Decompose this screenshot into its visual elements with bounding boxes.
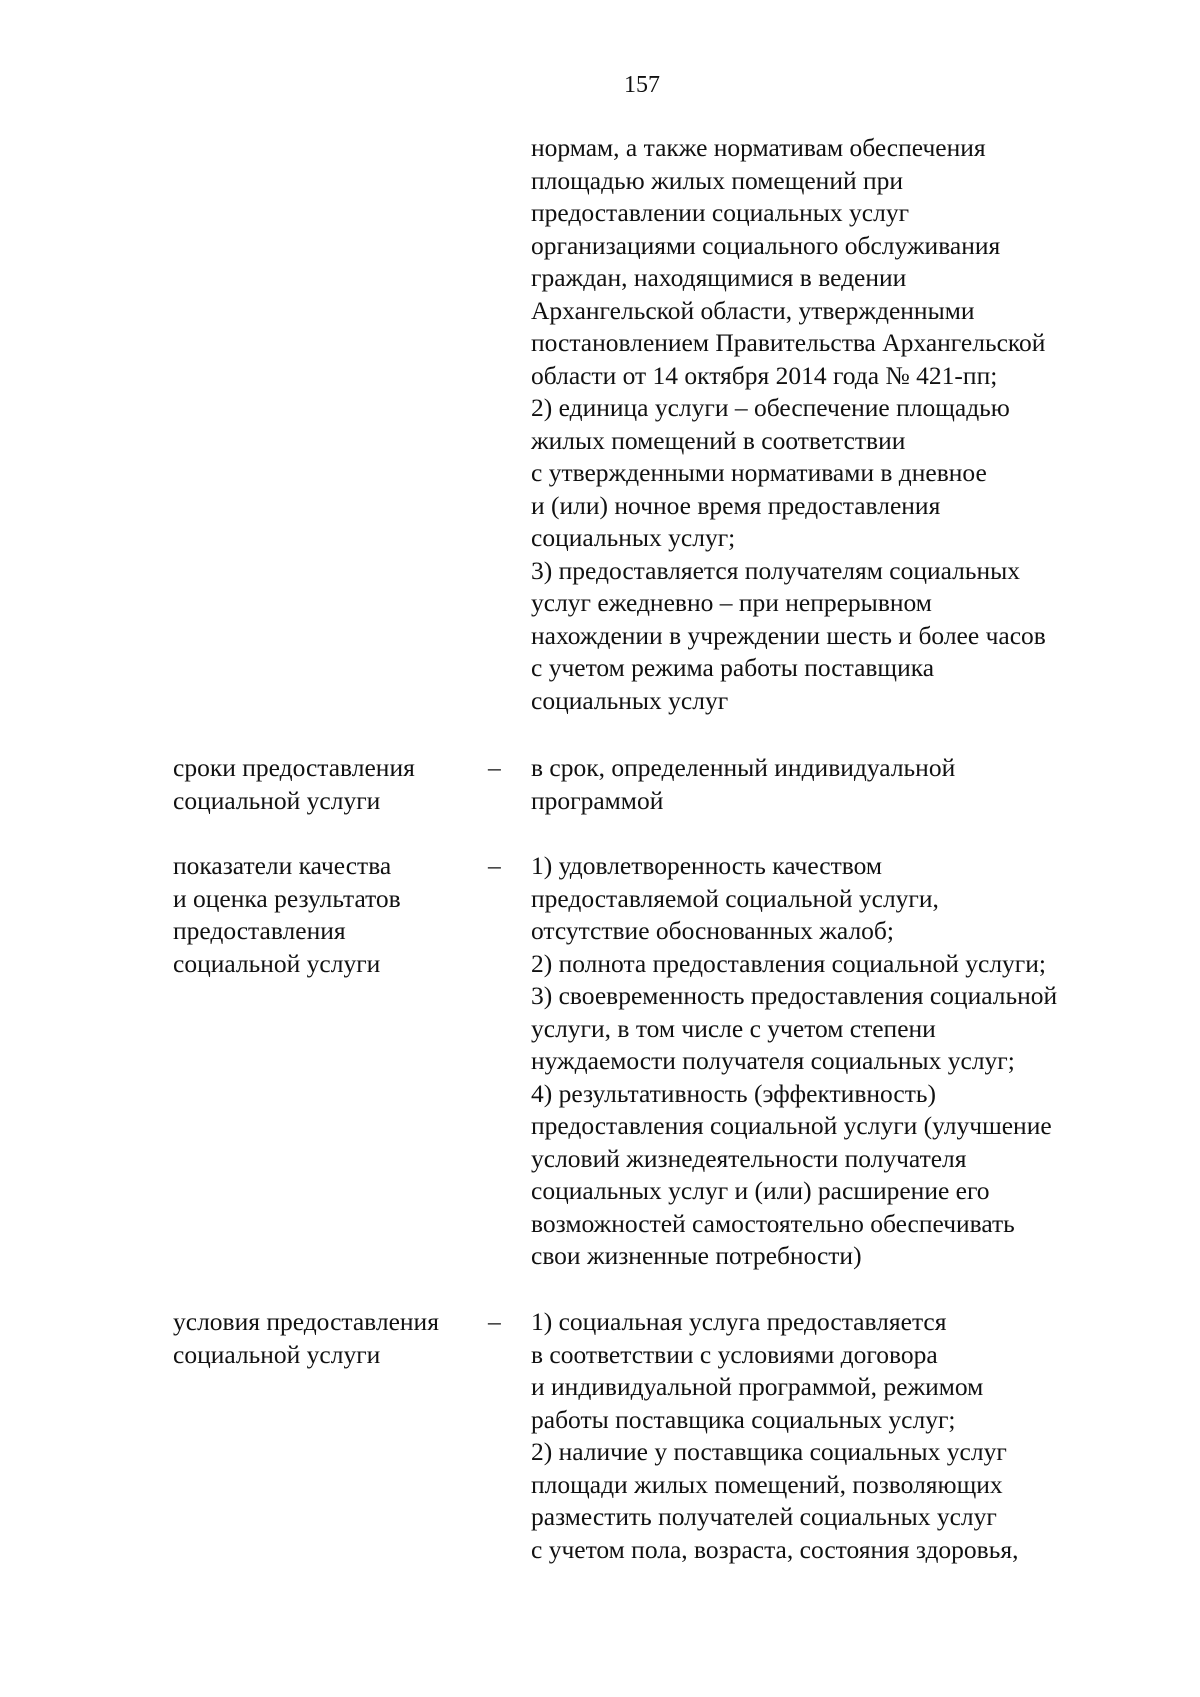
text-line: в срок, определенный индивидуальной	[531, 753, 956, 782]
text-line: организациями социального обслуживания	[531, 230, 1001, 260]
text-line: и (или) ночное время предоставления	[531, 490, 941, 520]
section-label-conditions	[173, 1306, 483, 1371]
section-dash: –	[488, 753, 501, 782]
text-line: Архангельской области, утвержденными	[531, 295, 975, 325]
text-line: в соответствии с условиями договора	[531, 1339, 938, 1369]
text-line: 2) наличие у поставщика социальных услуг	[531, 1437, 1007, 1466]
text-line: 4) результативность (эффективность)	[531, 1078, 936, 1108]
text-line: области от 14 октября 2014 года № 421-пп;	[531, 360, 998, 390]
section-content-terms	[531, 752, 1171, 817]
text-line: возможностей самостоятельно обеспечивать	[531, 1208, 1015, 1238]
text-line: нормам, а также нормативам обеспечения	[531, 133, 986, 162]
text-line: услуг ежедневно – при непрерывном	[531, 588, 932, 617]
label-line: сроки предоставления	[173, 753, 415, 782]
section-content-quality	[531, 850, 1171, 1273]
text-line: условий жизнедеятельности получателя	[531, 1143, 967, 1173]
text-line: социальных услуг и (или) расширение его	[531, 1176, 990, 1205]
text-line: 1) удовлетворенность качеством	[531, 851, 883, 880]
label-line: социальной услуги	[173, 785, 381, 815]
text-line: нахождении в учреждении шесть и более часов	[531, 620, 1046, 650]
text-line: площади жилых помещений, позволяющих	[531, 1469, 1003, 1499]
section-content-conditions	[531, 1306, 1171, 1566]
text-line: жилых помещений в соответствии	[531, 425, 906, 455]
text-line: постановлением Правительства Архангельской	[531, 328, 1046, 357]
text-line: социальных услуг	[531, 685, 729, 715]
text-line: программой	[531, 785, 664, 815]
text-line: предоставления социальной услуги (улучшение	[531, 1111, 1052, 1140]
text-line: площадью жилых помещений при	[531, 165, 904, 195]
label-line: предоставления	[173, 916, 346, 945]
text-line: граждан, находящимися в ведении	[531, 263, 907, 292]
label-line: социальной услуги	[173, 1339, 381, 1369]
label-line: условия предоставления	[173, 1307, 439, 1336]
text-line: предоставлении социальных услуг	[531, 198, 910, 227]
section-label-quality	[173, 850, 483, 980]
text-line: 2) единица услуги – обеспечение площадью	[531, 393, 1010, 422]
label-line: и оценка результатов	[173, 883, 401, 913]
text-line: работы поставщика социальных услуг;	[531, 1404, 956, 1434]
text-line: социальных услуг;	[531, 523, 736, 552]
text-line: 3) предоставляется получателям социальных	[531, 555, 1021, 585]
text-line: 2) полнота предоставления социальной услуги;	[531, 948, 1046, 978]
text-line: с учетом пола, возраста, состояния здоровья,	[531, 1534, 1019, 1564]
section-dash: –	[488, 851, 501, 880]
text-line: свои жизненные потребности)	[531, 1241, 862, 1270]
text-line: предоставляемой социальной услуги,	[531, 883, 939, 913]
text-line: с учетом режима работы поставщика	[531, 653, 935, 682]
text-line: 1) социальная услуга предоставляется	[531, 1307, 947, 1336]
text-line: разместить получателей социальных услуг	[531, 1502, 997, 1531]
text-line: отсутствие обоснованных жалоб;	[531, 916, 894, 945]
section-dash: –	[488, 1307, 501, 1336]
text-line: 3) своевременность предоставления социальной	[531, 981, 1058, 1010]
label-line: социальной услуги	[173, 948, 381, 978]
text-line: и индивидуальной программой, режимом	[531, 1372, 984, 1401]
page-number: 157	[624, 72, 660, 98]
text-line: с утвержденными нормативами в дневное	[531, 458, 987, 487]
text-line: нуждаемости получателя социальных услуг;	[531, 1046, 1015, 1075]
section-label-terms	[173, 752, 483, 817]
label-line: показатели качества	[173, 851, 392, 880]
text-line: услуги, в том числе с учетом степени	[531, 1013, 936, 1043]
intro-text-block	[531, 132, 1171, 717]
